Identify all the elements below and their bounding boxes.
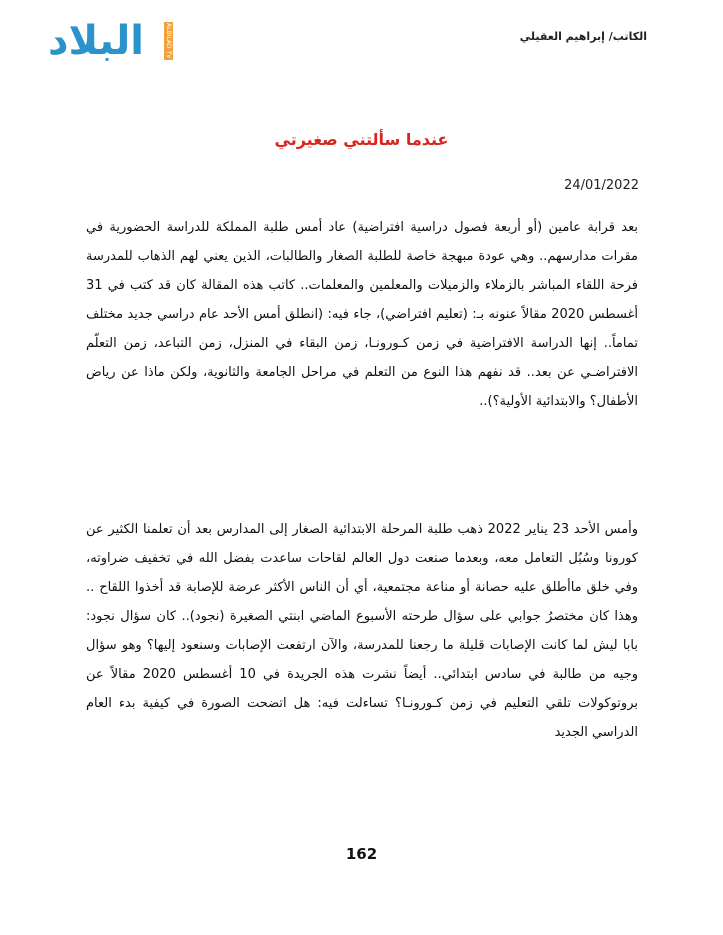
page-header: [0, 0, 723, 80]
albilad-logo: [48, 18, 178, 66]
page-number: 162: [345, 845, 378, 863]
logo-wordmark: البلاد: [48, 18, 144, 64]
article-date: 24/01/2022: [564, 178, 639, 193]
article-paragraph-1: بعد قرابة عامين (أو أربعة فصول دراسية افتراضية) عاد أمس طلبة المملكة للدراسة الحضورية في مقرات مدارسهم.. وهي عودة مبهجة خاصة للطلبة الصغار والطالبات، الذين يعني لهم الذهاب للمدرسة فرحة اللقاء المباشر بالزملاء والزميلات والمعلمين والمعلمات.. كاتب هذه المقالة كان قد كتب في 31 أغسطس 2020 مقالاً عنونه بـ: (تعليم افتراضي)، جاء فيه: (انطلق أمس الأحد عام دراسي جديد مختلف تماماً.. إنها الدراسة الافتراضية في زمن كـورونـا، زمن البقاء في المنزل، زمن التباعد، زمن التعلّم الافتراضـي عن بعد.. قد نفهم هذا النوع من التعلم في مراحل الجامعة والثانوية، ولكن ماذا عن رياض الأطفال؟ والابتدائية الأولية؟)..: [86, 220, 638, 409]
article-paragraph-2: وأمس الأحد 23 يناير 2022 ذهب طلبة المرحلة الابتدائية الصغار إلى المدارس بعد أن تعلمنا الكثير عن كورونا وسُبُل التعامل معه، وبعدما صنعت دول العالم لقاحات ساعدت بفضل الله في تخفيف ضراوته، وفي خلق ماأطلق عليه حصانة أو مناعة مجتمعية، أي أن الناس الأكثر عرضة للإصابة قد أخذوا اللقاح .. وهذا كان مختصرُ جوابي على سؤال طرحته الأسبوع الماضي ابنتي الصغيرة (نجود).. كان سؤال نجود: بابا ليش لما كانت الإصابات قليلة ما رجعنا للمدرسة، والآن ارتفعت الإصابات وسنعود إليها؟ وهو سؤال وجيه من طالبة في سادس ابتدائي.. أيضاً نشرت هذه الجريدة في 10 أغسطس 2020 مقالاً عن بروتوكولات تلقي التعليم في زمن كـورونـا؟ تساءلت فيه: هل اتضحت الصورة في كيفية بدء العام الدراسي الجديد: [86, 522, 639, 740]
author-line: الكاتب/ إبراهيم العقيلي: [519, 30, 647, 43]
article-title: عندما سألتني صغيرتي: [274, 130, 449, 149]
logo-tag: ALBILAD TV: [165, 23, 172, 59]
